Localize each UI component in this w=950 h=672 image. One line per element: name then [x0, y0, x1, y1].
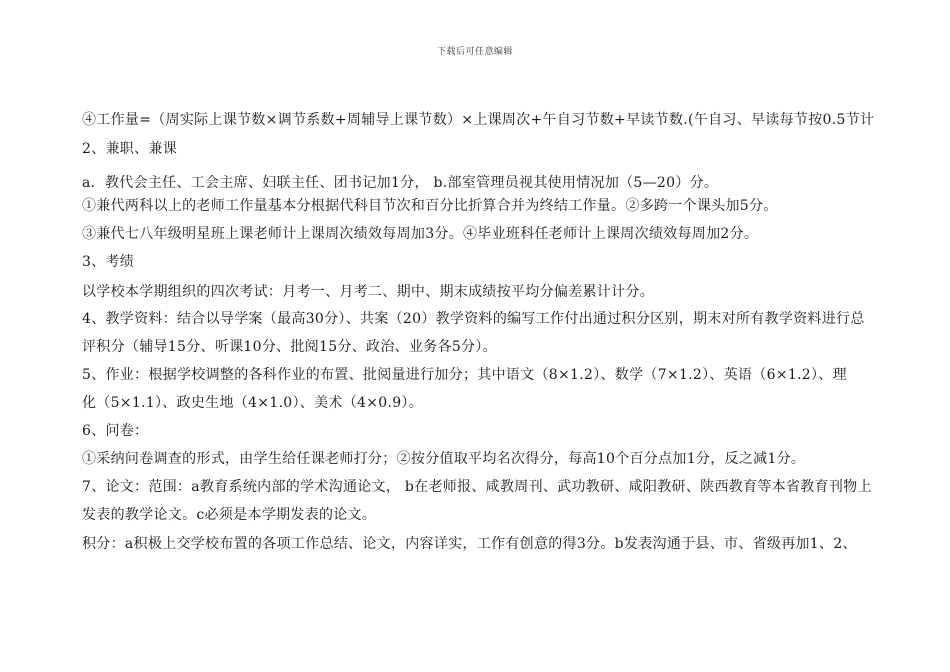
paragraph-teaching-materials-cont: 评积分（辅导15分、听课10分、批阅15分、政治、业务各5分）。	[82, 339, 497, 355]
page-header: 下载后可任意编辑	[436, 47, 513, 57]
paragraph-homework: 5、作业：根据学校调整的各科作业的布置、批阅量进行加分；其中语文（8×1.2）、数学（7×1.2）、英语（6×1.2）、理	[82, 367, 847, 383]
paragraph-points: 积分：a积极上交学校布置的各项工作总结、论文，内容详实，工作有创意的得3分。b发表沟通于县、市、省级再加1、2、	[82, 536, 857, 552]
paragraph-part-time-3: ③兼代七八年级明星班上课老师计上课周次绩效每周加3分。④毕业班科任老师计上课周次绩效每周加2分。	[82, 226, 759, 242]
paragraph-questionnaire: ①采纳问卷调查的形式，由学生给任课老师打分；②按分值取平均名次得分，每高10个百分点加1分，反之减1分。	[82, 451, 806, 467]
paragraph-papers: 7、论文：范围：a教育系统内部的学术沟通论文， b在老师报、咸教周刊、武功教研、咸阳教研、陕西教育等本省教育刊物上	[82, 479, 872, 495]
heading-exam-scores: 3、考绩	[82, 254, 135, 270]
paragraph-part-time-a: a．教代会主任、工会主席、妇联主任、团书记加1分， b.部室管理员视其使用情况加（5—20）分。	[82, 175, 719, 191]
paragraph-part-time-1: ①兼代两科以上的老师工作量基本分根据代科目节次和百分比折算合并为终结工作量。②多跨一个课头加5分。	[82, 198, 778, 214]
paragraph-teaching-materials: 4、教学资料：结合以导学案（最高30分）、共案（20）教学资料的编写工作付出通过积分区别，期末对所有教学资料进行总	[82, 311, 865, 327]
paragraph-workload-formula: ④工作量=（周实际上课节数×调节系数+周辅导上课节数）×上课周次+午自习节数+早读节数.(午自习、早读每节按0.5节计	[82, 112, 875, 128]
paragraph-exam-scores: 以学校本学期组织的四次考试：月考一、月考二、期中、期末成绩按平均分偏差累计计分。	[82, 284, 654, 300]
paragraph-homework-cont: 化（5×1.1）、政史生地（4×1.0）、美术（4×0.9）。	[82, 395, 424, 411]
heading-part-time: 2、兼职、兼课	[82, 141, 178, 157]
paragraph-papers-cont: 发表的教学论文。c必须是本学期发表的论文。	[82, 507, 377, 523]
heading-questionnaire: 6、问卷：	[82, 423, 149, 439]
document-body	[82, 110, 950, 560]
